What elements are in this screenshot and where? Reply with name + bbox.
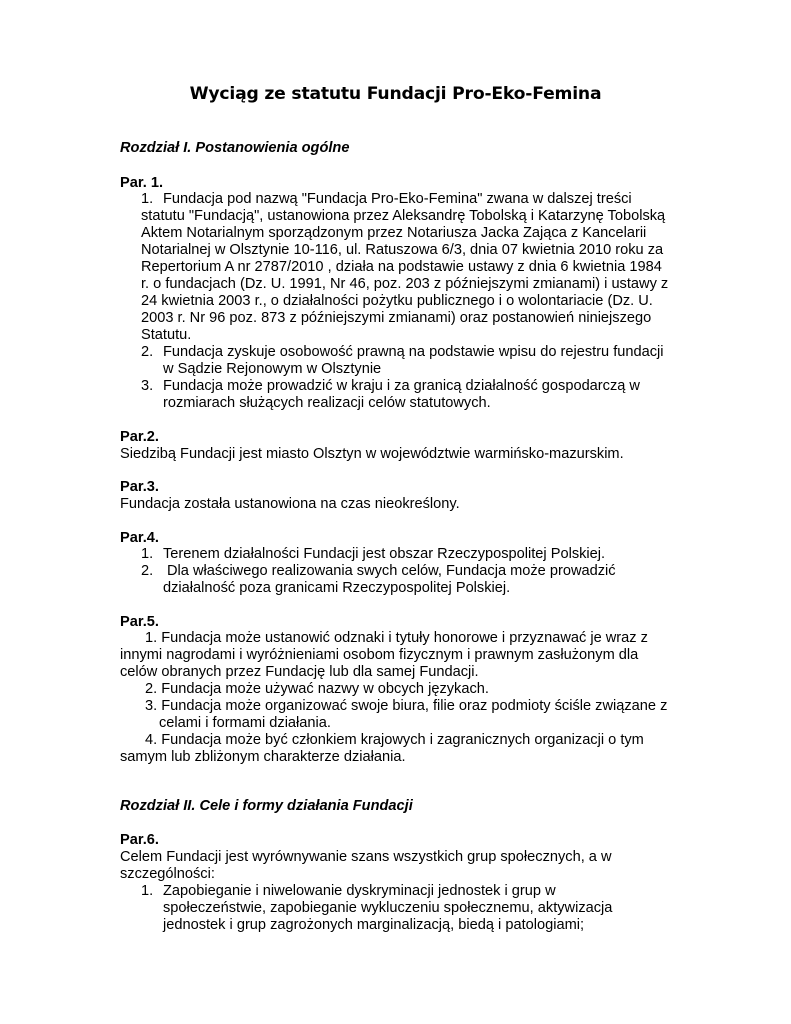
par6-intro-line: Celem Fundacji jest wyrównywanie szans wszystkich grup społecznych, a w	[120, 849, 612, 865]
chapter-2-heading: Rozdział II. Cele i formy działania Fundacji	[120, 798, 413, 814]
par1-item1-line: Repertorium A nr 2787/2010 , działa na podstawie ustawy z dnia 6 kwietnia 1984	[141, 259, 662, 275]
par2-heading: Par.2.	[120, 429, 159, 445]
par5-item4-line: 4. Fundacja może być członkiem krajowych i zagranicznych organizacji o tym	[145, 732, 644, 748]
par4-item2-number: 2.	[141, 563, 154, 579]
par4-item1-number: 1.	[141, 546, 154, 562]
par3-text: Fundacja została ustanowiona na czas nieokreślony.	[120, 496, 460, 512]
par6-item1-number: 1.	[141, 883, 154, 899]
par1-item1-line: Statutu.	[141, 327, 192, 343]
par1-item1-number: 1.	[141, 191, 154, 207]
par1-item1-line: 24 kwietnia 2003 r., o działalności pożytku publicznego i o wolontariacie (Dz. U.	[141, 293, 653, 309]
par6-item1-line: Zapobieganie i niwelowanie dyskryminacji jednostek i grup w	[163, 883, 556, 899]
par3-heading: Par.3.	[120, 479, 159, 495]
par5-heading: Par.5.	[120, 614, 159, 630]
par5-item3-line: 3. Fundacja może organizować swoje biura, filie oraz podmioty ściśle związane z	[145, 698, 668, 714]
par6-item1-line: społeczeństwie, zapobieganie wykluczeniu społecznemu, aktywizacja	[163, 900, 613, 916]
par1-item2-line: w Sądzie Rejonowym w Olsztynie	[163, 361, 382, 377]
par1-item2-number: 2.	[141, 344, 154, 360]
par2-text: Siedzibą Fundacji jest miasto Olsztyn w województwie warmińsko-mazurskim.	[120, 446, 624, 462]
par1-item1-line: 2003 r. Nr 96 poz. 873 z późniejszymi zmianami) oraz postanowień niniejszego	[141, 310, 652, 326]
par1-item3-line: rozmiarach służących realizacji celów statutowych.	[163, 395, 491, 411]
par4-item2-line: Dla właściwego realizowania swych celów, Fundacja może prowadzić	[167, 563, 616, 579]
par5-item1-line: celów obranych przez Fundację lub dla samej Fundacji.	[120, 664, 479, 680]
par6-heading: Par.6.	[120, 832, 159, 848]
chapter-1-heading: Rozdział I. Postanowienia ogólne	[120, 140, 350, 156]
par6-intro-line: szczególności:	[120, 866, 215, 882]
par5-item2-line: 2. Fundacja może używać nazwy w obcych językach.	[145, 681, 489, 697]
par6-item1-line: jednostek i grup zagrożonych marginalizacją, biedą i patologiami;	[163, 917, 585, 933]
par4-item1-line: Terenem działalności Fundacji jest obszar Rzeczypospolitej Polskiej.	[163, 546, 606, 562]
par1-item3-line: Fundacja może prowadzić w kraju i za granicą działalność gospodarczą w	[163, 378, 640, 394]
par1-item1-line: r. o fundacjach (Dz. U. 1991, Nr 46, poz. 203 z późniejszymi zmianami) i ustawy z	[141, 276, 669, 292]
par5-item3-line: celami i formami działania.	[159, 715, 331, 731]
par5-item1-line: innymi nagrodami i wyróżnieniami osobom fizycznym i prawnym zasłużonym dla	[120, 647, 639, 663]
par1-item1-line: statutu "Fundacją", ustanowiona przez Aleksandrę Tobolską i Katarzynę Tobolską	[141, 208, 666, 224]
par5-item4-line: samym lub zbliżonym charakterze działania.	[120, 749, 406, 765]
par5-item1-line: 1. Fundacja może ustanowić odznaki i tytuły honorowe i przyznawać je wraz z	[145, 630, 648, 646]
par1-item3-number: 3.	[141, 378, 154, 394]
par4-heading: Par.4.	[120, 530, 159, 546]
par1-item1-line: Notarialnej w Olsztynie 10-116, ul. Ratuszowa 6/3, dnia 07 kwietnia 2010 roku za	[141, 242, 664, 258]
par1-item1-line: Fundacja pod nazwą "Fundacja Pro-Eko-Femina" zwana w dalszej treści	[163, 191, 632, 207]
par4-item2-line: działalność poza granicami Rzeczypospolitej Polskiej.	[163, 580, 511, 596]
par1-item2-line: Fundacja zyskuje osobowość prawną na podstawie wpisu do rejestru fundacji	[163, 344, 664, 360]
par1-heading: Par. 1.	[120, 175, 164, 191]
document-title: Wyciąg ze statutu Fundacji Pro-Eko-Femina	[189, 84, 602, 104]
par1-item1-line: Aktem Notarialnym sporządzonym przez Notariusza Jacka Zająca z Kancelarii	[141, 225, 647, 241]
